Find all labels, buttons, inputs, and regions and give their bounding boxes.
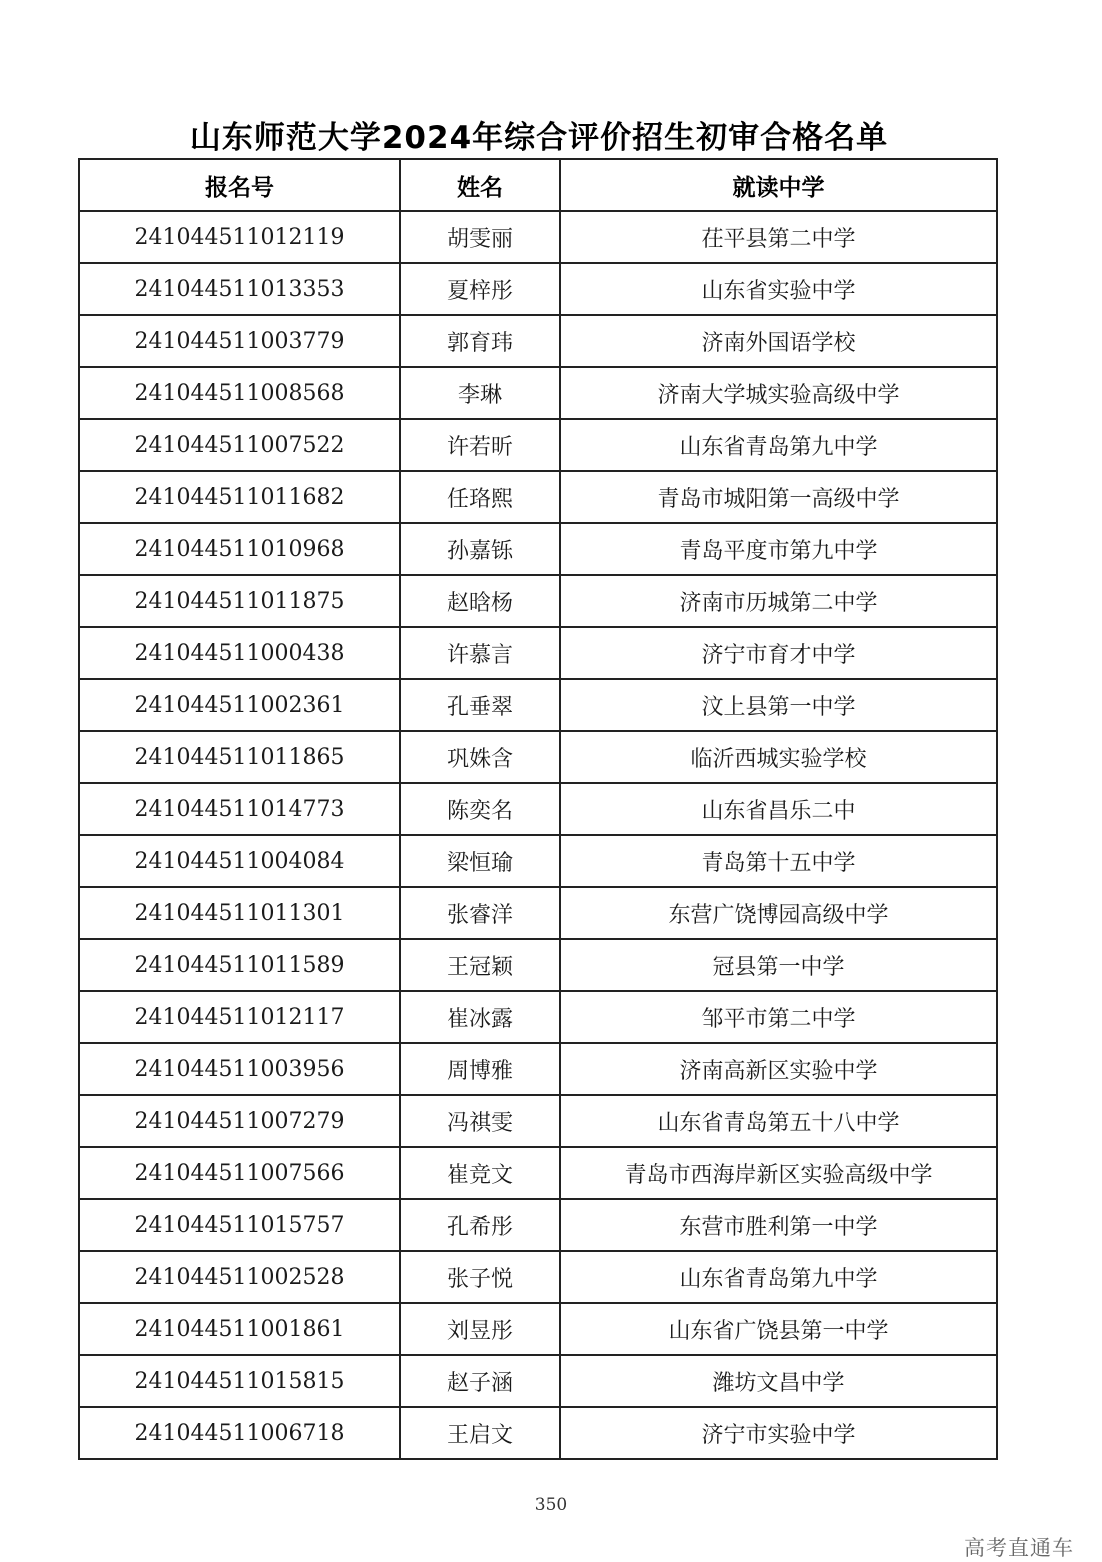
table-row xyxy=(79,1251,997,1303)
registration-number-cell: 241044511003956 xyxy=(79,1043,400,1095)
registration-number-cell: 241044511015757 xyxy=(79,1199,400,1251)
school-cell: 东营广饶博园高级中学 xyxy=(560,887,997,939)
student-name-cell: 许若昕 xyxy=(400,419,560,471)
table-row xyxy=(79,679,997,731)
school-cell: 济南大学城实验高级中学 xyxy=(560,367,997,419)
student-name-cell: 冯祺雯 xyxy=(400,1095,560,1147)
table-row xyxy=(79,1043,997,1095)
school-cell: 济南高新区实验中学 xyxy=(560,1043,997,1095)
registration-number-cell: 241044511015815 xyxy=(79,1355,400,1407)
school-cell: 济宁市实验中学 xyxy=(560,1407,997,1459)
registration-number-cell: 241044511007279 xyxy=(79,1095,400,1147)
school-cell: 济南外国语学校 xyxy=(560,315,997,367)
school-cell: 东营市胜利第一中学 xyxy=(560,1199,997,1251)
student-name-cell: 周博雅 xyxy=(400,1043,560,1095)
table-row xyxy=(79,1095,997,1147)
registration-number-cell: 241044511013353 xyxy=(79,263,400,315)
student-name-cell: 郭育玮 xyxy=(400,315,560,367)
student-name-cell: 赵子涵 xyxy=(400,1355,560,1407)
school-cell: 山东省实验中学 xyxy=(560,263,997,315)
table-row xyxy=(79,887,997,939)
table-row xyxy=(79,263,997,315)
table-row xyxy=(79,991,997,1043)
table-row xyxy=(79,627,997,679)
table-row xyxy=(79,1407,997,1459)
school-cell: 潍坊文昌中学 xyxy=(560,1355,997,1407)
student-name-cell: 许慕言 xyxy=(400,627,560,679)
registration-number-cell: 241044511004084 xyxy=(79,835,400,887)
school-cell: 山东省青岛第九中学 xyxy=(560,419,997,471)
table-row xyxy=(79,1199,997,1251)
page-title: 山东师范大学2024年综合评价招生初审合格名单 xyxy=(189,120,889,156)
registration-number-cell: 241044511011301 xyxy=(79,887,400,939)
school-cell: 山东省青岛第九中学 xyxy=(560,1251,997,1303)
school-cell: 汶上县第一中学 xyxy=(560,679,997,731)
registration-number-cell: 241044511011865 xyxy=(79,731,400,783)
school-cell: 冠县第一中学 xyxy=(560,939,997,991)
school-cell: 青岛市城阳第一高级中学 xyxy=(560,471,997,523)
student-name-cell: 夏梓彤 xyxy=(400,263,560,315)
page-number: 350 xyxy=(534,1495,568,1515)
registration-number-cell: 241044511007522 xyxy=(79,419,400,471)
table-row xyxy=(79,367,997,419)
table-row xyxy=(79,523,997,575)
watermark-logo-text: 高考直通车 xyxy=(964,1536,1074,1560)
school-cell: 青岛第十五中学 xyxy=(560,835,997,887)
student-name-cell: 孔希彤 xyxy=(400,1199,560,1251)
registration-number-cell: 241044511014773 xyxy=(79,783,400,835)
student-name-cell: 孙嘉铄 xyxy=(400,523,560,575)
school-cell: 临沂西城实验学校 xyxy=(560,731,997,783)
table-row xyxy=(79,731,997,783)
student-name-cell: 任珞熙 xyxy=(400,471,560,523)
student-name-cell: 张子悦 xyxy=(400,1251,560,1303)
registration-number-cell: 241044511002528 xyxy=(79,1251,400,1303)
student-name-cell: 刘昱彤 xyxy=(400,1303,560,1355)
registration-number-cell: 241044511002361 xyxy=(79,679,400,731)
registration-number-cell: 241044511011682 xyxy=(79,471,400,523)
school-cell: 济宁市育才中学 xyxy=(560,627,997,679)
student-name-cell: 崔竞文 xyxy=(400,1147,560,1199)
student-name-cell: 陈奕名 xyxy=(400,783,560,835)
registration-number-cell: 241044511003779 xyxy=(79,315,400,367)
table-row xyxy=(79,211,997,263)
registration-number-cell: 241044511000438 xyxy=(79,627,400,679)
school-cell: 山东省广饶县第一中学 xyxy=(560,1303,997,1355)
student-name-cell: 赵晗杨 xyxy=(400,575,560,627)
table-row xyxy=(79,939,997,991)
table-row xyxy=(79,1147,997,1199)
student-name-cell: 胡雯丽 xyxy=(400,211,560,263)
registration-number-cell: 241044511001861 xyxy=(79,1303,400,1355)
student-name-cell: 李琳 xyxy=(400,367,560,419)
school-cell: 茌平县第二中学 xyxy=(560,211,997,263)
registration-number-cell: 241044511011875 xyxy=(79,575,400,627)
table-row xyxy=(79,315,997,367)
school-cell: 山东省昌乐二中 xyxy=(560,783,997,835)
header-school: 就读中学 xyxy=(560,159,997,211)
school-cell: 山东省青岛第五十八中学 xyxy=(560,1095,997,1147)
header-name: 姓名 xyxy=(400,159,560,211)
table-row xyxy=(79,783,997,835)
registration-number-cell: 241044511010968 xyxy=(79,523,400,575)
registration-number-cell: 241044511007566 xyxy=(79,1147,400,1199)
school-cell: 济南市历城第二中学 xyxy=(560,575,997,627)
table-row xyxy=(79,419,997,471)
table-row xyxy=(79,1355,997,1407)
student-name-cell: 梁恒瑜 xyxy=(400,835,560,887)
student-name-cell: 孔垂翠 xyxy=(400,679,560,731)
school-cell: 青岛平度市第九中学 xyxy=(560,523,997,575)
table-row xyxy=(79,1303,997,1355)
registration-number-cell: 241044511008568 xyxy=(79,367,400,419)
registration-number-cell: 241044511011589 xyxy=(79,939,400,991)
registration-number-cell: 241044511006718 xyxy=(79,1407,400,1459)
student-name-cell: 巩姝含 xyxy=(400,731,560,783)
table-header-row xyxy=(79,159,997,211)
student-name-cell: 王启文 xyxy=(400,1407,560,1459)
registration-number-cell: 241044511012117 xyxy=(79,991,400,1043)
table-row xyxy=(79,471,997,523)
admission-list-table xyxy=(78,158,998,1460)
school-cell: 邹平市第二中学 xyxy=(560,991,997,1043)
table-body xyxy=(79,211,997,1459)
student-name-cell: 崔冰露 xyxy=(400,991,560,1043)
table-row xyxy=(79,575,997,627)
table-row xyxy=(79,835,997,887)
student-name-cell: 王冠颖 xyxy=(400,939,560,991)
registration-number-cell: 241044511012119 xyxy=(79,211,400,263)
header-registration-number: 报名号 xyxy=(79,159,400,211)
school-cell: 青岛市西海岸新区实验高级中学 xyxy=(560,1147,997,1199)
student-name-cell: 张睿洋 xyxy=(400,887,560,939)
